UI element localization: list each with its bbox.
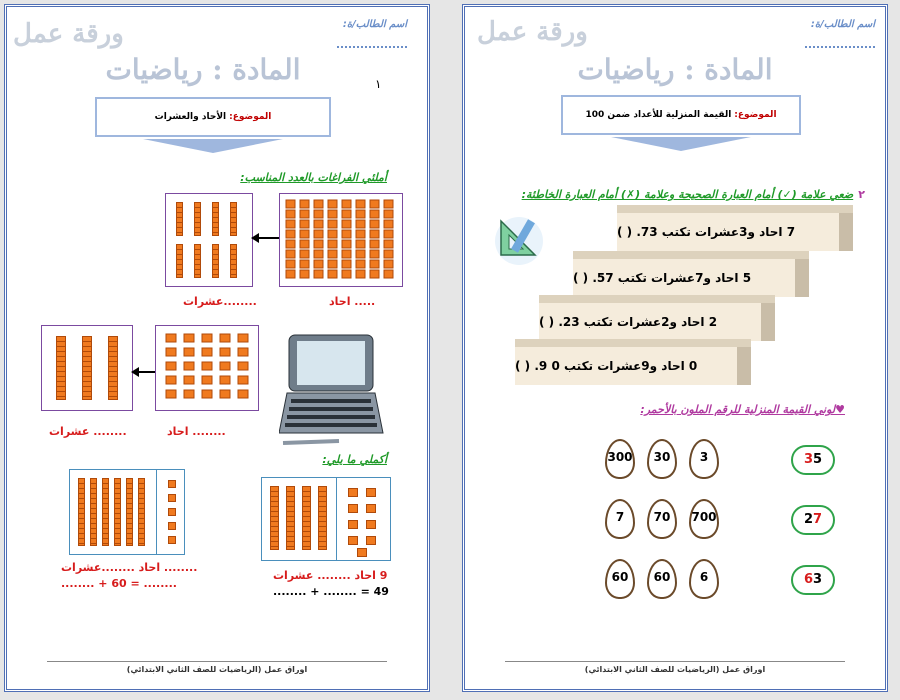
student-name-field[interactable] <box>805 45 875 48</box>
topic-box <box>561 95 801 135</box>
topic-text: الأحاد والعشرات <box>154 112 227 122</box>
complete-left-top[interactable]: ........ احاد ........عشرات <box>61 561 198 574</box>
set-square-icon <box>489 207 549 267</box>
egg-option[interactable]: 300 <box>605 439 635 479</box>
worksheet-page-right <box>462 4 888 692</box>
egg-option[interactable]: 60 <box>647 559 677 599</box>
ones-cubes-frame <box>279 193 403 287</box>
tens-rods-frame-2 <box>41 325 133 411</box>
student-name-label: اسم الطالب/ة: <box>810 19 875 30</box>
number-cylinder: 35 <box>791 445 835 475</box>
statement-text: 7 احاد و3عشرات تكتب 73. ( ) <box>617 213 839 251</box>
statement-1 <box>617 205 853 251</box>
statement-text: 5 احاد و7عشرات تكتب 57. ( ) <box>573 259 795 297</box>
instruction-tick-cross: ضعي علامة (✓) أمام العبارة الصحيحة وعلامة (✗) أمام العبارة الخاطئة: <box>521 188 854 201</box>
egg-option[interactable]: 7 <box>605 499 635 539</box>
topic-arrow <box>143 139 283 153</box>
egg-option[interactable]: 70 <box>647 499 677 539</box>
ones-blank-2[interactable]: ........ احاد <box>167 425 226 438</box>
tens-blank-2[interactable]: ........ عشرات <box>49 425 127 438</box>
egg-option[interactable]: 6 <box>689 559 719 599</box>
complete-right-top[interactable]: 9 احاد ........ عشرات <box>273 569 388 582</box>
place-value-row-2 <box>605 499 865 539</box>
student-name-label: اسم الطالب/ة: <box>342 19 407 30</box>
subject-title: المادة : رياضيات <box>577 53 773 86</box>
egg-option[interactable]: 60 <box>605 559 635 599</box>
ones-blank-1[interactable]: ..... احاد <box>329 295 376 308</box>
complete-frame-right <box>261 477 391 561</box>
cubes-grid <box>280 194 400 284</box>
subject-title: المادة : رياضيات <box>105 53 301 86</box>
tens-blank-1[interactable]: ........عشرات <box>183 295 257 308</box>
place-value-row-3 <box>605 559 865 599</box>
egg-option[interactable]: 700 <box>689 499 719 539</box>
place-value-row-1 <box>605 439 865 479</box>
statement-4 <box>515 339 751 385</box>
question-2 <box>505 183 865 202</box>
number-cylinder: 27 <box>791 505 835 535</box>
instruction-complete: أكملي ما يلي: <box>322 453 387 466</box>
statement-2 <box>573 251 809 297</box>
sheet-title: ورقة عمل <box>477 17 588 47</box>
worksheet-page-left <box>4 4 430 692</box>
topic-label: الموضوع: <box>734 110 777 120</box>
topic-box <box>95 97 331 137</box>
student-name-field[interactable] <box>337 45 407 48</box>
tens-rods-frame <box>165 193 253 287</box>
footer-divider <box>505 661 845 662</box>
topic-text: القيمة المنزلية للأعداد ضمن 100 <box>585 110 732 120</box>
ones-cubes-frame-2 <box>155 325 259 411</box>
complete-right-equation[interactable]: 49 = ........ + ........ <box>273 585 389 598</box>
footer-divider <box>47 661 387 662</box>
laptop-icon <box>279 329 389 449</box>
topic-arrow <box>611 137 751 151</box>
number-cylinder: 63 <box>791 565 835 595</box>
complete-left-equation[interactable]: ........ = 60 + ........ <box>61 577 177 590</box>
topic-label: الموضوع: <box>229 112 272 122</box>
complete-frame-left <box>69 469 185 555</box>
egg-option[interactable]: 30 <box>647 439 677 479</box>
instruction-color: ♥لوني القيمة المنزلية للرقم الملون بالأحمر: <box>640 403 845 416</box>
egg-option[interactable]: 3 <box>689 439 719 479</box>
instruction-fill: أملئي الفراغات بالعدد المناسب: <box>240 171 387 184</box>
footer-text: اوراق عمل (الرياضيات للصف الثاني الابتدائي) <box>584 665 766 674</box>
question-number: ٢ <box>858 188 865 201</box>
statement-text: 0 احاد و9عشرات تكتب 0 9. ( ) <box>515 347 737 385</box>
footer-text: اوراق عمل (الرياضيات للصف الثاني الابتدائي) <box>126 665 308 674</box>
statement-3 <box>539 295 775 341</box>
sheet-title: ورقة عمل <box>13 19 124 49</box>
statement-text: 2 احاد و2عشرات تكتب 23. ( ) <box>539 303 761 341</box>
page-number: ١ <box>375 77 382 91</box>
